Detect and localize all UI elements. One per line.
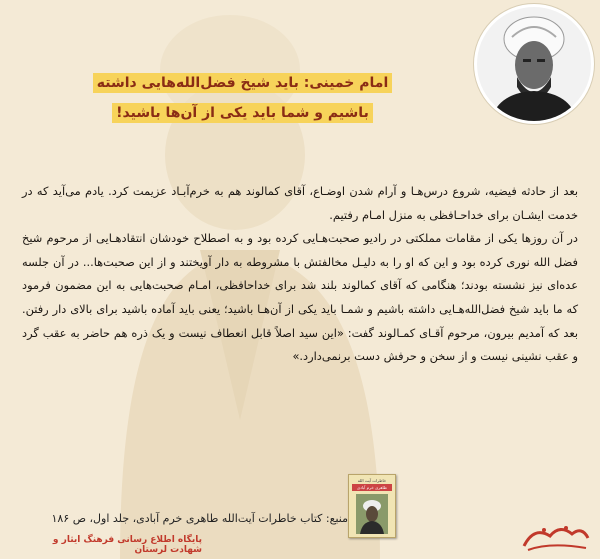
book-cover	[348, 474, 396, 538]
quote-line-2: باشیم و شما باید یکی از آن‌ها باشید!	[112, 103, 373, 123]
brand-text-1: پایگاه اطلاع رسانی فرهنگ ایثار	[61, 535, 202, 545]
source-citation: منبع: کتاب خاطرات آیت‌الله طاهری خرم آبادی، جلد اول، ص ۱۸۶	[51, 512, 348, 525]
portrait-photo	[474, 4, 594, 124]
paragraph-1: بعد از حادثه فیضیه، شروع درس‌هـا و آرام شدن اوضـاع، آقای کمالوند هم به خرم‌آبـاد عزیمت کرد. یادم می‌آید که در خدمت ایشـان برای خداحـافظی به منزل امـام رفتیم.	[22, 184, 578, 222]
book-cover-photo	[356, 494, 388, 534]
quote-heading	[70, 68, 415, 128]
book-title: طاهری خرم آبادی	[352, 484, 392, 491]
brand-text-2: و شهادت لرستان	[52, 535, 202, 555]
paragraph-2: در آن روزها یکی از مقامات مملکتی در رادیو صحبت‌هـایی کرده بود و به اصطلاح خودشان انتقادهـایی از مرحوم شیخ فضل الله نوری کرده بود و این که او را به دلیـل مخالفتش با مشروطه به دار آویختند و از این صحبت‌ها... در آن جلسه عده‌ای نیز نشسته بودند؛ هنگامی که آقای کمالوند بلند شد برای خداحافظی، امـام صحبت‌هایی به این مضمون فرمود که ما باید شیخ فضل‌الله‌هـایی داشته باشیم و شمـا باید یکی از آن‌هـا باشید؛ یعنی باید آماده باشید برای بالای دار رفتن. بعد که آمدیم بیرون، مرحوم آقـای کمـالوند گفت: «این سید اصلاً قابل انعطاف نیست و یک ذره هم حاضر به عقب گرد و عقب نشینی نیست و از سخن و حرفش دست برنمی‌دارد.»	[22, 231, 578, 364]
brand-footer	[32, 535, 202, 555]
quote-line-1: امام خمینی: باید شیخ فضل‌الله‌هایی داشته	[93, 73, 393, 93]
brand-logo-icon	[520, 520, 592, 554]
book-subtitle: خاطرات آیت الله	[357, 478, 387, 483]
memoir-text	[22, 180, 578, 369]
